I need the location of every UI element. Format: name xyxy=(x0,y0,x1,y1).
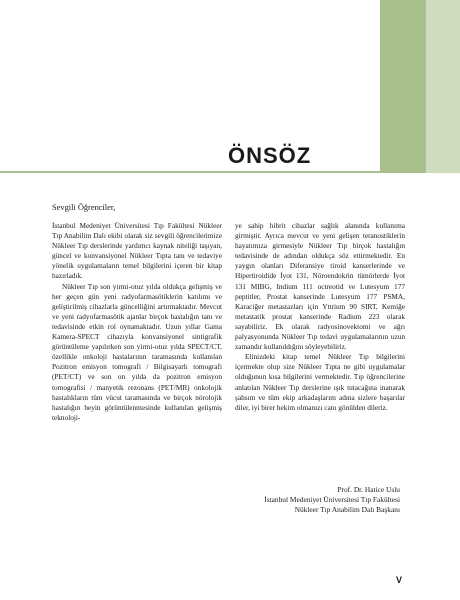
paragraph: Elinizdeki kitap temel Nükleer Tıp bilgilerini içermekte olup size Nükleer Tıpta ne gibi uygulamalar olduğunun kısa bilgilerini vermektedir. Tıp öğrencilerine anlatılan Nükleer Tıp derslerine ışık tutacağına inanarak şahsım ve tüm ekip arkadaşlarım adına sizlere başarılar diler, iyi birer hekim olmanızı canı gönülden dileriz. xyxy=(235,352,405,412)
page-title: ÖNSÖZ xyxy=(228,143,312,168)
signature-department: Nükleer Tıp Anabilim Dalı Başkanı xyxy=(294,505,400,515)
header-rule xyxy=(0,171,380,173)
page-number: V xyxy=(396,575,403,585)
signature-name: Prof. Dr. Hatice Uslu xyxy=(337,485,400,494)
paragraph: İstanbul Medeniyet Üniversitesi Tıp Fakültesi Nükleer Tıp Anabilim Dalı ekibi olarak siz sevgili öğrencilerimize Nükleer Tıp derslerinde yardımcı kaynak niteliği taşıyan, güncel ve konvansiyonel Nükleer Tıpta tanı ve tedaviye yönelik uygulamaların temel bilgilerini içeren bir kitap hazırladık. xyxy=(52,221,222,281)
decorative-band-dark xyxy=(380,0,426,173)
signature-block xyxy=(264,485,400,516)
paragraph: ye sahip hibrit cihazlar sağlık alanında kullanıma girmiştir. Ayrıca mevcut ve yeni gelişen teranostiklerin hayatımıza girmesiyle Nükleer Tıp birçok hastalığın tedavisinde de adından oldukça söz ettirmektedir. En yaygın olanları Diferansiye tiroid kanserlerinde ve Hipertiroidide İyot 131, Nöroendokrin tümörlerde İyot 131 MIBG, Indium 111 octreotid ve Lutesyum 177 peptitler, Prostat kanserinde Lutesyum 177 PSMA, Karaciğer metastazları için Yttrium 90 SIRT, Kemiğe metastatik prostat kanserinde Radium 223 olarak sayabiliriz. Ek olarak radyosinovektomi ve ağrı palyasyonunda Nükleer Tıp tedavi uygulamalarının uzun zamandır kullanıldığını söyleyebiliriz. xyxy=(235,221,405,352)
decorative-band-light xyxy=(426,0,460,173)
paragraph: Nükleer Tıp son yirmi-otuz yılda oldukça gelişmiş ve her geçen gün yeni radyofarmasötiklerin katılımı ve geliştirilmiş cihazlarla güncelliğini artırmaktadır. Mevcut ve yeni radyofarmasötik ajanlar birçok hastalığın tanı ve tedavisinde etkin rol oynamaktadır. Uzun yıllar Gama Kamera-SPECT cihazıyla konvansiyonel sintigrafik görüntüleme yapılırken son yirmi-otuz yılda SPECT/CT, özellikle onkoloji hastalarının taramasında kullanılan Pozitron emisyon tomografi / Bilgisayarlı tomografi (PET/CT) ve son on yılda da pozitron emisyon tomografisi / manyetik rezonans (PET/MR) onkolojik hastalıkların tüm vücut taramasında ve birçok nörolojik hastalığın beyin görüntülenmesinde kullanılan gelişmiş teknoloji- xyxy=(52,281,222,422)
signature-institution: İstanbul Medeniyet Üniversitesi Tıp Fakültesi xyxy=(264,495,400,505)
greeting: Sevgili Öğrenciler, xyxy=(52,203,116,212)
text-column-right xyxy=(235,221,405,413)
text-column-left xyxy=(52,221,222,423)
